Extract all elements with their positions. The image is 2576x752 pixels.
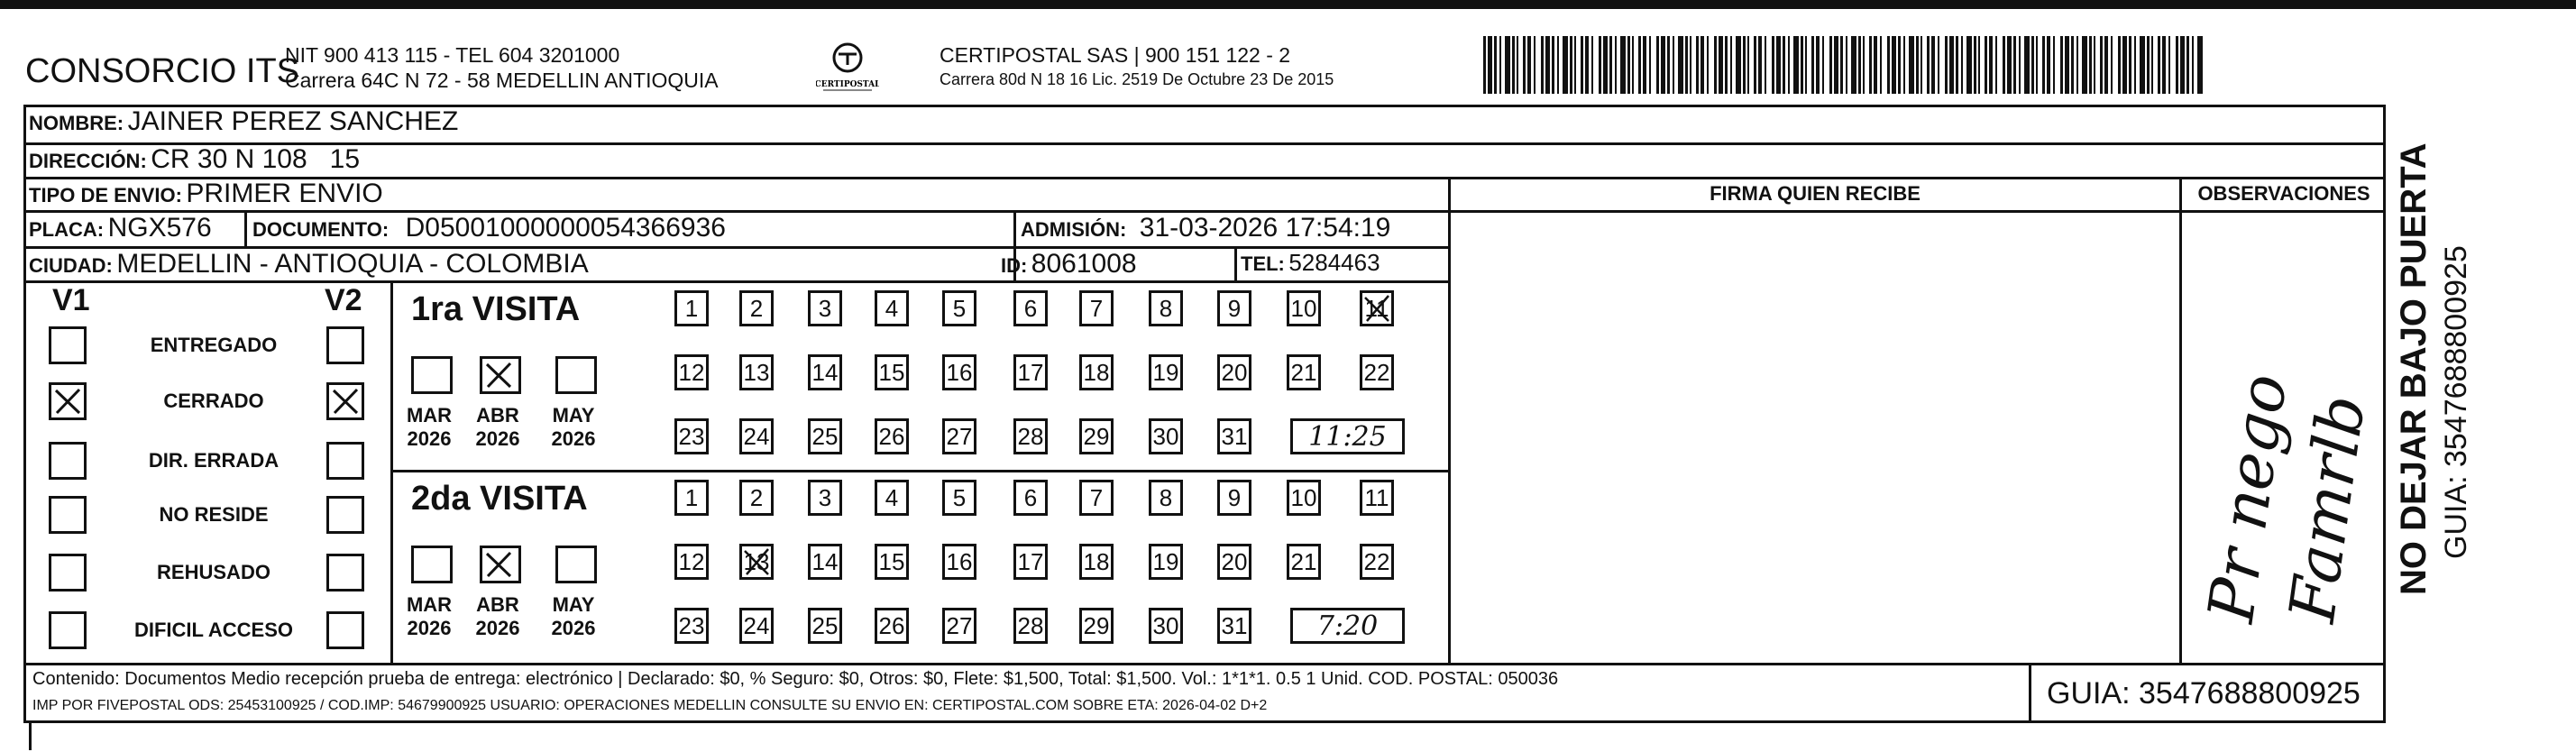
day-box[interactable] xyxy=(1217,480,1251,516)
day-box[interactable] xyxy=(1217,290,1251,326)
footer-imp: IMP POR FIVEPOSTAL ODS: 25453100925 / COD.IMP: 54679900925 USUARIO: OPERACIONES MEDELLIN CONSULTE SU ENVIO EN: CERTIPOSTAL.COM SOBRE ETA: 2026-04-02 D+2 xyxy=(32,698,1268,713)
day-box[interactable] xyxy=(1079,544,1114,580)
day-box[interactable] xyxy=(808,418,842,454)
day-number: 3 xyxy=(818,294,832,322)
status-label: ENTREGADO xyxy=(150,334,278,356)
day-box[interactable] xyxy=(739,480,774,516)
day-number: 30 xyxy=(1152,422,1179,450)
day-box[interactable] xyxy=(1360,354,1394,390)
month-year: 2026 xyxy=(475,427,520,450)
day-number: 13 xyxy=(743,547,770,575)
month-name: MAY xyxy=(552,404,595,426)
day-number: 23 xyxy=(678,611,705,639)
day-box[interactable] xyxy=(1149,608,1183,644)
day-box[interactable] xyxy=(1149,354,1183,390)
day-box[interactable] xyxy=(1287,354,1321,390)
day-number: 19 xyxy=(1152,358,1179,386)
documento-value: D05001000000054366936 xyxy=(405,213,726,243)
day-number: 22 xyxy=(1363,358,1390,386)
visit-month-label xyxy=(471,404,525,451)
day-number: 5 xyxy=(952,294,967,322)
day-number: 8 xyxy=(1159,294,1173,322)
day-number: 16 xyxy=(946,547,973,575)
day-box[interactable] xyxy=(1217,544,1251,580)
month-name: MAR xyxy=(406,593,453,616)
id-label: ID: xyxy=(1001,254,1028,277)
footer-contenido: Contenido: Documentos Medio recepción prueba de entrega: electrónico | Declarado: $0, % Seguro: $0, Otros: $0, Flete: $1,500, Total: $1,500. Vol.: 1*1*1. 0.5 1 Unid. COD. POSTAL: 050036 xyxy=(32,669,1559,689)
visit-month-label xyxy=(471,593,525,640)
v2-header: V2 xyxy=(325,283,362,317)
nombre-value: JAINER PEREZ SANCHEZ xyxy=(127,106,459,136)
day-number: 20 xyxy=(1221,358,1248,386)
visit-month-label xyxy=(402,404,456,451)
month-year: 2026 xyxy=(475,617,520,639)
day-number: 22 xyxy=(1363,547,1390,575)
month-year: 2026 xyxy=(551,427,596,450)
day-box[interactable] xyxy=(739,418,774,454)
visit-month-checkbox[interactable] xyxy=(555,356,597,394)
tipo-value: PRIMER ENVIO xyxy=(186,179,383,208)
day-box[interactable] xyxy=(1079,418,1114,454)
day-number: 21 xyxy=(1290,547,1317,575)
day-number: 14 xyxy=(811,358,839,386)
day-box[interactable] xyxy=(1013,354,1048,390)
barcode xyxy=(1483,36,2209,94)
tel-label: TEL: xyxy=(1241,252,1285,275)
day-box[interactable] xyxy=(875,290,909,326)
tel-value: 5284463 xyxy=(1288,249,1380,276)
status-v1-checkbox[interactable] xyxy=(49,554,87,592)
status-v2-checkbox[interactable] xyxy=(326,326,364,364)
day-number: 2 xyxy=(749,483,764,511)
status-v2-checkbox[interactable] xyxy=(326,382,364,420)
day-box[interactable] xyxy=(875,418,909,454)
day-box[interactable] xyxy=(942,608,976,644)
visit-month-label xyxy=(402,593,456,640)
day-number: 12 xyxy=(678,358,705,386)
company-name: CONSORCIO ITS xyxy=(25,52,300,90)
day-box[interactable] xyxy=(1360,480,1394,516)
day-box[interactable] xyxy=(1013,290,1048,326)
visit-time-box: 7:20 xyxy=(1290,608,1405,644)
day-box[interactable] xyxy=(674,608,709,644)
day-box[interactable] xyxy=(808,544,842,580)
visit-month-checkbox[interactable] xyxy=(411,546,453,583)
day-number: 12 xyxy=(678,547,705,575)
day-box[interactable] xyxy=(1013,480,1048,516)
day-box[interactable] xyxy=(1149,290,1183,326)
day-box[interactable] xyxy=(942,290,976,326)
id-value: 8061008 xyxy=(1031,249,1137,279)
day-box[interactable] xyxy=(875,480,909,516)
status-v2-checkbox[interactable] xyxy=(326,496,364,534)
day-number: 29 xyxy=(1083,422,1110,450)
day-box[interactable] xyxy=(1013,544,1048,580)
day-box[interactable] xyxy=(1287,544,1321,580)
day-number: 13 xyxy=(743,358,770,386)
day-number: 29 xyxy=(1083,611,1110,639)
day-box[interactable] xyxy=(1079,354,1114,390)
day-box[interactable] xyxy=(674,290,709,326)
day-box[interactable] xyxy=(739,608,774,644)
day-number: 30 xyxy=(1152,611,1179,639)
side-guia-text: GUIA: 3547688800925 xyxy=(2439,245,2473,559)
day-number: 20 xyxy=(1221,547,1248,575)
day-box[interactable] xyxy=(1013,608,1048,644)
day-number: 19 xyxy=(1152,547,1179,575)
day-number: 11 xyxy=(1364,294,1389,322)
visit2-title: 2da VISITA xyxy=(411,480,588,518)
cut-mark xyxy=(29,723,32,750)
day-number: 31 xyxy=(1221,611,1248,639)
month-year: 2026 xyxy=(407,427,452,450)
documento-label: DOCUMENTO: xyxy=(252,218,390,241)
day-number: 15 xyxy=(878,547,905,575)
visit-month-checkbox[interactable] xyxy=(411,356,453,394)
top-border xyxy=(0,0,2576,9)
day-box[interactable] xyxy=(942,480,976,516)
day-number: 9 xyxy=(1227,294,1242,322)
admision-value: 31-03-2026 17:54:19 xyxy=(1139,213,1391,243)
day-box[interactable] xyxy=(942,544,976,580)
day-box[interactable] xyxy=(1079,480,1114,516)
day-number: 17 xyxy=(1017,358,1044,386)
day-box[interactable] xyxy=(674,354,709,390)
footer-guia: GUIA: 3547688800925 xyxy=(2047,676,2361,711)
day-number: 31 xyxy=(1221,422,1248,450)
day-number: 27 xyxy=(946,611,973,639)
day-box[interactable] xyxy=(1360,544,1394,580)
day-box[interactable] xyxy=(875,354,909,390)
day-number: 10 xyxy=(1290,483,1317,511)
no-dejar-text: NO DEJAR BAJO PUERTA xyxy=(2394,142,2434,595)
status-label: CERRADO xyxy=(163,390,264,412)
day-box[interactable] xyxy=(808,480,842,516)
day-number: 17 xyxy=(1017,547,1044,575)
day-number: 7 xyxy=(1089,294,1104,322)
month-name: MAY xyxy=(552,593,595,616)
day-number: 7 xyxy=(1089,483,1104,511)
v1-header: V1 xyxy=(52,283,90,317)
day-box[interactable] xyxy=(1079,608,1114,644)
day-number: 28 xyxy=(1017,611,1044,639)
status-v2-checkbox[interactable] xyxy=(326,554,364,592)
day-number: 6 xyxy=(1023,294,1038,322)
month-year: 2026 xyxy=(407,617,452,639)
visit-time-box: 11:25 xyxy=(1290,418,1405,454)
day-number: 26 xyxy=(878,422,905,450)
day-number: 18 xyxy=(1083,358,1110,386)
day-box[interactable] xyxy=(1013,418,1048,454)
day-box[interactable] xyxy=(1217,418,1251,454)
day-box[interactable] xyxy=(674,418,709,454)
day-box[interactable] xyxy=(942,418,976,454)
day-number: 6 xyxy=(1023,483,1038,511)
day-number: 21 xyxy=(1290,358,1317,386)
status-label: DIR. ERRADA xyxy=(148,449,280,472)
status-v1-checkbox[interactable] xyxy=(49,442,87,480)
status-label: DIFICIL ACCESO xyxy=(133,619,293,641)
ciudad-label: CIUDAD: xyxy=(29,254,113,277)
visit-month-checkbox[interactable] xyxy=(555,546,597,583)
day-number: 4 xyxy=(885,483,899,511)
day-box[interactable] xyxy=(1217,354,1251,390)
observaciones-header: OBSERVACIONES xyxy=(2197,182,2370,205)
status-v2-checkbox[interactable] xyxy=(326,611,364,649)
day-number: 16 xyxy=(946,358,973,386)
day-number: 9 xyxy=(1227,483,1242,511)
status-v1-checkbox[interactable] xyxy=(49,326,87,364)
day-box[interactable] xyxy=(875,608,909,644)
day-number: 2 xyxy=(749,294,764,322)
status-label: NO RESIDE xyxy=(159,503,269,526)
day-number: 11 xyxy=(1364,483,1389,511)
month-name: ABR xyxy=(476,404,519,426)
day-number: 25 xyxy=(811,611,839,639)
month-name: ABR xyxy=(476,593,519,616)
day-number: 15 xyxy=(878,358,905,386)
day-number: 3 xyxy=(818,483,832,511)
day-number: 24 xyxy=(743,422,770,450)
status-label: REHUSADO xyxy=(157,561,270,583)
day-number: 14 xyxy=(811,547,839,575)
day-box[interactable] xyxy=(674,544,709,580)
day-number: 5 xyxy=(952,483,967,511)
day-number: 27 xyxy=(946,422,973,450)
day-number: 1 xyxy=(684,294,699,322)
certipostal-logo xyxy=(816,40,879,94)
day-box[interactable] xyxy=(739,354,774,390)
day-number: 28 xyxy=(1017,422,1044,450)
nombre-label: NOMBRE: xyxy=(29,112,124,134)
day-box[interactable] xyxy=(1217,608,1251,644)
company-address: Carrera 64C N 72 - 58 MEDELLIN ANTIOQUIA xyxy=(285,69,719,92)
day-number: 8 xyxy=(1159,483,1173,511)
day-box[interactable] xyxy=(1287,290,1321,326)
tipo-label: TIPO DE ENVIO: xyxy=(29,184,182,206)
admision-label: ADMISIÓN: xyxy=(1021,218,1127,241)
company-nit: NIT 900 413 115 - TEL 604 3201000 xyxy=(285,43,620,67)
firma-header: FIRMA QUIEN RECIBE xyxy=(1710,182,1921,205)
svg-text:CERTIPOSTAL: CERTIPOSTAL xyxy=(816,80,879,89)
ciudad-value: MEDELLIN - ANTIOQUIA - COLOMBIA xyxy=(116,249,589,279)
day-number: 18 xyxy=(1083,547,1110,575)
visit-month-label xyxy=(546,404,600,451)
visit1-title: 1ra VISITA xyxy=(411,290,581,328)
month-name: MAR xyxy=(406,404,453,426)
day-box[interactable] xyxy=(1079,290,1114,326)
direccion-label: DIRECCIÓN: xyxy=(29,150,147,172)
day-number: 1 xyxy=(684,483,699,511)
day-number: 26 xyxy=(878,611,905,639)
day-box[interactable] xyxy=(808,290,842,326)
day-number: 24 xyxy=(743,611,770,639)
day-box[interactable] xyxy=(1287,480,1321,516)
visit-month-label xyxy=(546,593,600,640)
day-box[interactable] xyxy=(1149,480,1183,516)
day-box[interactable] xyxy=(875,544,909,580)
status-v2-checkbox[interactable] xyxy=(326,442,364,480)
day-box[interactable] xyxy=(674,480,709,516)
day-number: 4 xyxy=(885,294,899,322)
license-text: Carrera 80d N 18 16 Lic. 2519 De Octubre 23 De 2015 xyxy=(940,70,1334,88)
day-box[interactable] xyxy=(942,354,976,390)
day-box[interactable] xyxy=(1149,544,1183,580)
observation-handwriting: Pr nego xyxy=(2193,369,2302,627)
visit-month-checkbox[interactable] xyxy=(480,546,521,583)
day-box[interactable] xyxy=(808,354,842,390)
day-number: 23 xyxy=(678,422,705,450)
day-box[interactable] xyxy=(739,544,774,580)
status-v1-checkbox[interactable] xyxy=(49,496,87,534)
direccion-value: CR 30 N 108 15 xyxy=(151,144,361,174)
day-number: 10 xyxy=(1290,294,1317,322)
placa-label: PLACA: xyxy=(29,218,105,241)
day-number: 25 xyxy=(811,422,839,450)
day-box[interactable] xyxy=(1360,290,1394,326)
day-box[interactable] xyxy=(739,290,774,326)
day-box[interactable] xyxy=(1149,418,1183,454)
observation-handwriting-2: Famrlb xyxy=(2274,390,2380,627)
status-v1-checkbox[interactable] xyxy=(49,382,87,420)
month-year: 2026 xyxy=(551,617,596,639)
day-box[interactable] xyxy=(808,608,842,644)
visit-month-checkbox[interactable] xyxy=(480,356,521,394)
certipostal-nit: CERTIPOSTAL SAS | 900 151 122 - 2 xyxy=(940,43,1291,67)
placa-value: NGX576 xyxy=(107,213,212,243)
status-v1-checkbox[interactable] xyxy=(49,611,87,649)
